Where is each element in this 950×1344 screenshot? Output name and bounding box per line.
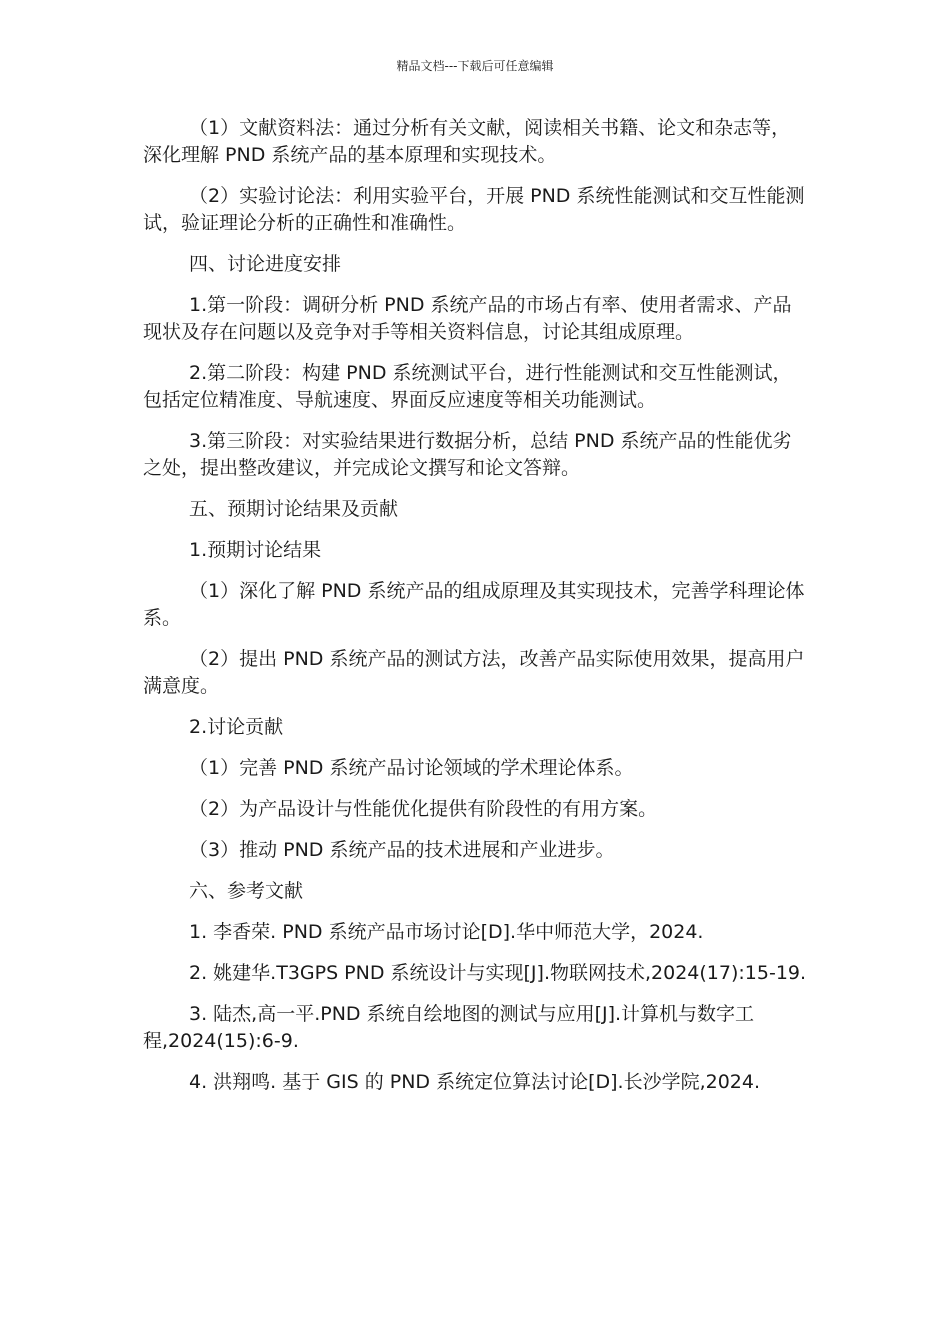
page-header: 精品文档---下载后可任意编辑 [396,59,554,73]
subheading-expected-results: 1.预期讨论结果 [189,539,322,561]
section-heading-references: 六、参考文献 [189,880,304,902]
expected-result-2: （2）提出 PND 系统产品的测试方法，改善产品实际使用效果，提高用户满意度。 [143,648,805,697]
contribution-2: （2）为产品设计与性能优化提供有阶段性的有用方案。 [189,798,658,820]
schedule-stage-3: 3.第三阶段：对实验结果进行数据分析，总结 PND 系统产品的性能优劣之处，提出整改建议，并完成论文撰写和论文答辩。 [143,430,792,479]
reference-4: 4. 洪翔鸣. 基于 GIS 的 PND 系统定位算法讨论[D].长沙学院,2024. [189,1071,761,1093]
contribution-3: （3）推动 PND 系统产品的技术进展和产业进步。 [189,839,615,861]
contribution-1: （1）完善 PND 系统产品讨论领域的学术理论体系。 [189,757,634,779]
schedule-stage-1: 1.第一阶段：调研分析 PND 系统产品的市场占有率、使用者需求、产品现状及存在问题以及竞争对手等相关资料信息，讨论其组成原理。 [143,294,792,343]
expected-result-1: （1）深化了解 PND 系统产品的组成原理及其实现技术，完善学科理论体系。 [143,580,805,629]
reference-1: 1. 李香荣. PND 系统产品市场讨论[D].华中师范大学，2024. [189,921,704,943]
section-heading-expected-results: 五、预期讨论结果及贡献 [189,498,399,520]
section-heading-schedule: 四、讨论进度安排 [189,253,342,275]
document-body [143,115,808,1110]
method-experiment-paragraph: （2）实验讨论法：利用实验平台，开展 PND 系统性能测试和交互性能测试，验证理论分析的正确性和准确性。 [143,185,805,234]
subheading-contributions: 2.讨论贡献 [189,716,284,738]
schedule-stage-2: 2.第二阶段：构建 PND 系统测试平台，进行性能测试和交互性能测试，包括定位精准度、导航速度、界面反应速度等相关功能测试。 [143,362,792,411]
method-literature-paragraph: （1）文献资料法：通过分析有关文献，阅读相关书籍、论文和杂志等，深化理解 PND 系统产品的基本原理和实现技术。 [143,117,791,166]
reference-2: 2. 姚建华.T3GPS PND 系统设计与实现[J].物联网技术,2024(17):15-19. [189,962,807,984]
reference-3: 3. 陆杰,高一平.PND 系统自绘地图的测试与应用[J].计算机与数字工程,2024(15):6-9. [143,1003,755,1052]
